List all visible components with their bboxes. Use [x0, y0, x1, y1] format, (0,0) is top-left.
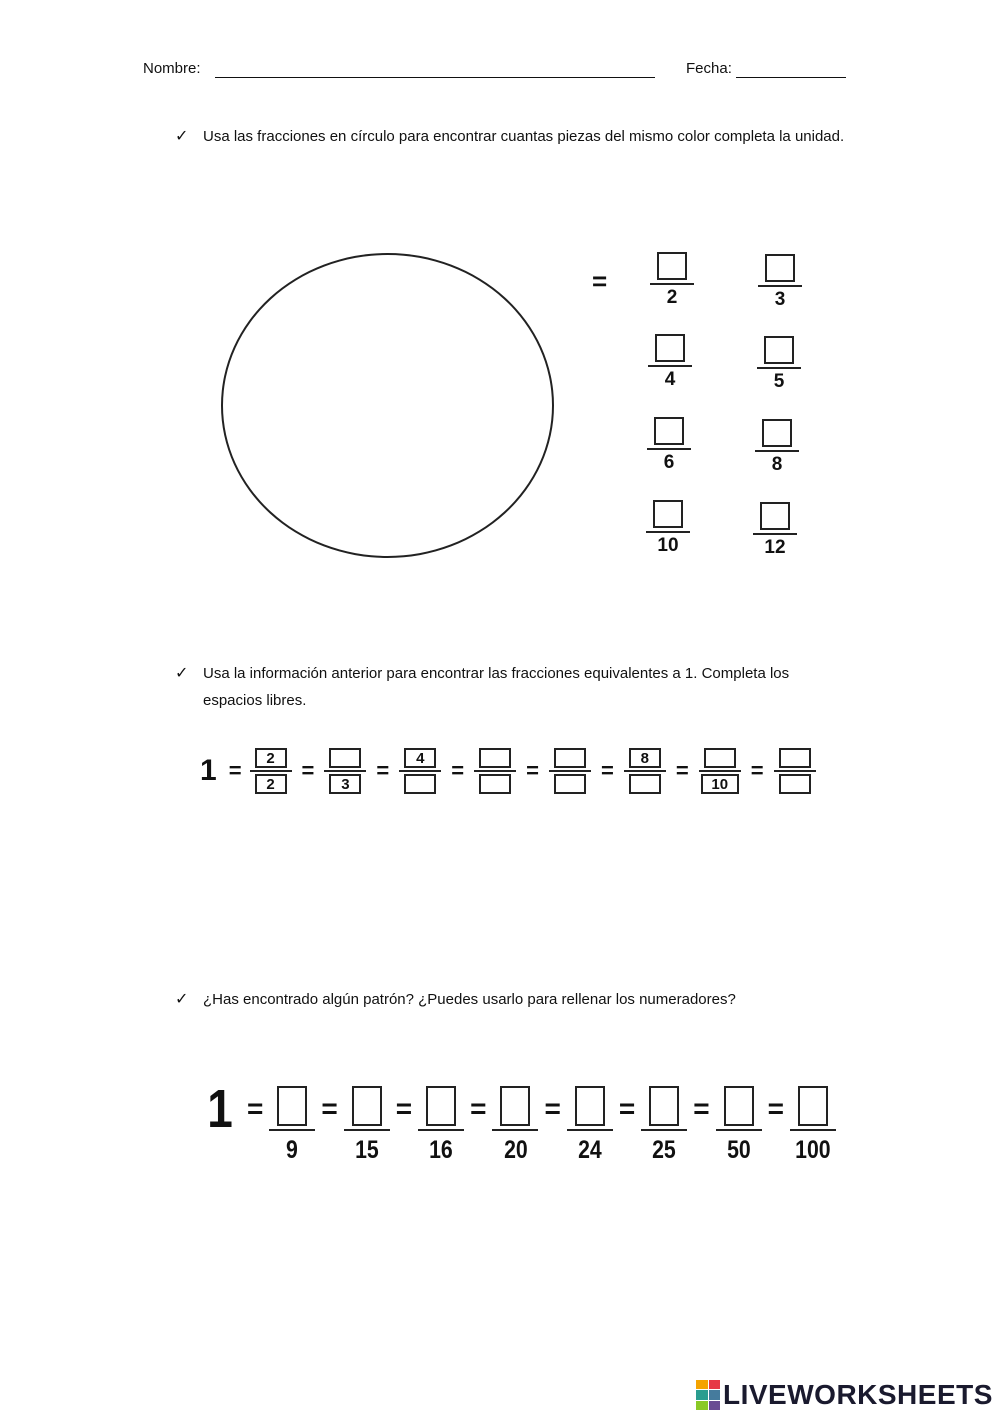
- fraction-bar: [699, 770, 741, 772]
- equals-sign: =: [470, 1092, 487, 1124]
- denominator: 16: [429, 1136, 453, 1164]
- numerator-box[interactable]: [764, 336, 794, 364]
- fraction-bar: [648, 365, 692, 367]
- equals-sign: =: [592, 266, 608, 296]
- denominator-box[interactable]: 10: [701, 774, 739, 794]
- equals-sign: =: [451, 758, 465, 783]
- fraction-fifth: [755, 336, 803, 393]
- denominator: 100: [795, 1136, 831, 1164]
- fraction-bar: [474, 770, 516, 772]
- equals-sign: =: [544, 1092, 561, 1124]
- denominator: 25: [652, 1136, 677, 1164]
- denominator: 50: [726, 1136, 751, 1164]
- fraction-bar: [641, 1129, 687, 1131]
- numerator-box[interactable]: [765, 254, 795, 282]
- numerator-box[interactable]: [653, 500, 683, 528]
- denominator: 20: [503, 1136, 528, 1164]
- fraction-bar: [647, 448, 691, 450]
- instruction-2-text: Usa la información anterior para encontrar las fracciones equivalentes a 1. Completa los espacios libres.: [203, 665, 790, 709]
- fraction-bar: [757, 367, 801, 369]
- denominator-box[interactable]: 3: [329, 774, 361, 794]
- fraction-3: [399, 748, 441, 794]
- numerator-box[interactable]: [762, 419, 792, 447]
- logo-mark-cell: [696, 1380, 708, 1389]
- numerator-box[interactable]: [649, 1086, 679, 1126]
- denominator-box[interactable]: [479, 774, 511, 794]
- instruction-1: [175, 123, 865, 150]
- fraction-tenth: [644, 500, 692, 557]
- denominator: 3: [774, 289, 786, 310]
- nombre-label: Nombre:: [143, 60, 201, 77]
- denominator-box[interactable]: [404, 774, 436, 794]
- logo-mark-icon: [696, 1380, 720, 1410]
- fraction-bar: [549, 770, 591, 772]
- fraction-8: [774, 748, 816, 794]
- nombre-input-line[interactable]: [215, 77, 655, 78]
- fraction-7: [699, 748, 741, 794]
- numerator-box[interactable]: [554, 748, 586, 768]
- number-one: 1: [207, 1078, 233, 1139]
- equals-sign: =: [618, 1092, 636, 1124]
- fecha-input-line[interactable]: [736, 77, 846, 78]
- logo-mark-cell: [709, 1401, 721, 1410]
- fraction-bar: [774, 770, 816, 772]
- fraction-bar: [567, 1129, 613, 1131]
- equals-sign: =: [767, 1092, 784, 1124]
- equals-sign: =: [301, 758, 315, 783]
- equals-sign: =: [247, 1092, 264, 1124]
- equals-sign: =: [693, 1092, 710, 1124]
- fraction-bar: [716, 1129, 762, 1131]
- denominator: 15: [354, 1136, 379, 1164]
- fraction-half: [648, 252, 696, 309]
- denominator: 6: [663, 452, 675, 473]
- denominator: 4: [664, 369, 676, 390]
- denominator: 8: [771, 454, 783, 475]
- header: [143, 60, 863, 84]
- numerator-box[interactable]: [277, 1086, 307, 1126]
- fraction-circle[interactable]: [221, 253, 554, 558]
- numerator-box[interactable]: [798, 1086, 828, 1126]
- fraction-third: [756, 254, 804, 311]
- numerator-box[interactable]: [704, 748, 736, 768]
- numerator-box[interactable]: 4: [404, 748, 436, 768]
- fraction-eighth: [753, 419, 801, 476]
- check-icon: ✓: [175, 991, 189, 1008]
- fraction-7: [716, 1086, 762, 1165]
- number-one: 1: [200, 754, 217, 787]
- logo-mark-cell: [696, 1401, 708, 1410]
- denominator: 9: [286, 1136, 299, 1164]
- fraction-bar: [324, 770, 366, 772]
- check-icon: ✓: [175, 665, 189, 682]
- numerator-box[interactable]: [479, 748, 511, 768]
- instruction-3: [175, 986, 865, 1013]
- fraction-6: [641, 1086, 687, 1165]
- numerator-box[interactable]: [760, 502, 790, 530]
- numerator-box[interactable]: [655, 334, 685, 362]
- numerator-box[interactable]: [657, 252, 687, 280]
- fraction-bar: [646, 531, 690, 533]
- equals-sign: =: [376, 758, 390, 783]
- denominator: 12: [764, 537, 786, 558]
- numerator-box[interactable]: [500, 1086, 530, 1126]
- denominator: 24: [578, 1136, 602, 1164]
- check-icon: ✓: [175, 128, 189, 145]
- fraction-twelfth: [751, 502, 799, 559]
- logo-mark-cell: [709, 1390, 721, 1399]
- fraction-bar: [399, 770, 441, 772]
- instruction-1-text: Usa las fracciones en círculo para encontrar cuantas piezas del mismo color completa la unidad.: [203, 128, 845, 145]
- fraction-quarter: [646, 334, 694, 391]
- fraction-5: [567, 1086, 613, 1165]
- denominator-box[interactable]: [629, 774, 661, 794]
- equals-sign: =: [750, 758, 764, 783]
- equals-sign: =: [228, 758, 242, 783]
- fraction-bar: [650, 283, 694, 285]
- denominator: 10: [657, 535, 679, 556]
- fraction-bar: [269, 1129, 315, 1131]
- fraction-2: [324, 748, 366, 794]
- equals-sign: =: [395, 1092, 413, 1124]
- numerator-box[interactable]: [575, 1086, 605, 1126]
- logo-text: LIVEWORKSHEETS: [723, 1379, 993, 1410]
- numerator-box[interactable]: [329, 748, 361, 768]
- equivalence-row-2: [205, 1078, 836, 1165]
- denominator: 2: [666, 287, 678, 308]
- fraction-4: [474, 748, 516, 794]
- numerator-box[interactable]: [654, 417, 684, 445]
- fraction-3: [418, 1086, 464, 1165]
- instruction-3-text: ¿Has encontrado algún patrón? ¿Puedes usarlo para rellenar los numeradores?: [203, 991, 736, 1008]
- instruction-2: [175, 660, 865, 714]
- logo-mark-cell: [696, 1390, 708, 1399]
- fraction-bar: [250, 770, 292, 772]
- fraction-bar: [758, 285, 802, 287]
- equals-sign: =: [600, 758, 614, 783]
- fraction-5: [549, 748, 591, 794]
- numerator-box[interactable]: [352, 1086, 382, 1126]
- denominator-box[interactable]: 2: [255, 774, 287, 794]
- fraction-sixth: [645, 417, 693, 474]
- numerator-box[interactable]: [724, 1086, 754, 1126]
- fraction-bar: [492, 1129, 538, 1131]
- fraction-1: [250, 748, 292, 794]
- equals-sign: =: [526, 758, 539, 783]
- denominator-box[interactable]: [779, 774, 811, 794]
- equals-sign: =: [321, 1092, 338, 1124]
- fraction-bar: [753, 533, 797, 535]
- fecha-label: Fecha:: [686, 60, 732, 77]
- fraction-bar: [344, 1129, 390, 1131]
- fraction-2: [344, 1086, 390, 1165]
- fraction-8: [790, 1086, 836, 1165]
- logo-mark-cell: [709, 1380, 721, 1389]
- fraction-1: [269, 1086, 315, 1165]
- denominator: 5: [773, 371, 785, 392]
- numerator-box[interactable]: [426, 1086, 456, 1126]
- equals-sign: =: [675, 758, 689, 783]
- liveworksheets-logo: [696, 1378, 993, 1412]
- fraction-bar: [418, 1129, 464, 1131]
- numerator-box[interactable]: 2: [255, 748, 287, 768]
- numerator-box[interactable]: 8: [629, 748, 661, 768]
- fraction-4: [492, 1086, 538, 1165]
- denominator-box[interactable]: [554, 774, 586, 794]
- fraction-bar: [790, 1129, 836, 1131]
- fraction-6: [624, 748, 666, 794]
- fraction-bar: [624, 770, 666, 772]
- numerator-box[interactable]: [779, 748, 811, 768]
- fraction-bar: [755, 450, 799, 452]
- equivalence-row-1: [200, 748, 816, 794]
